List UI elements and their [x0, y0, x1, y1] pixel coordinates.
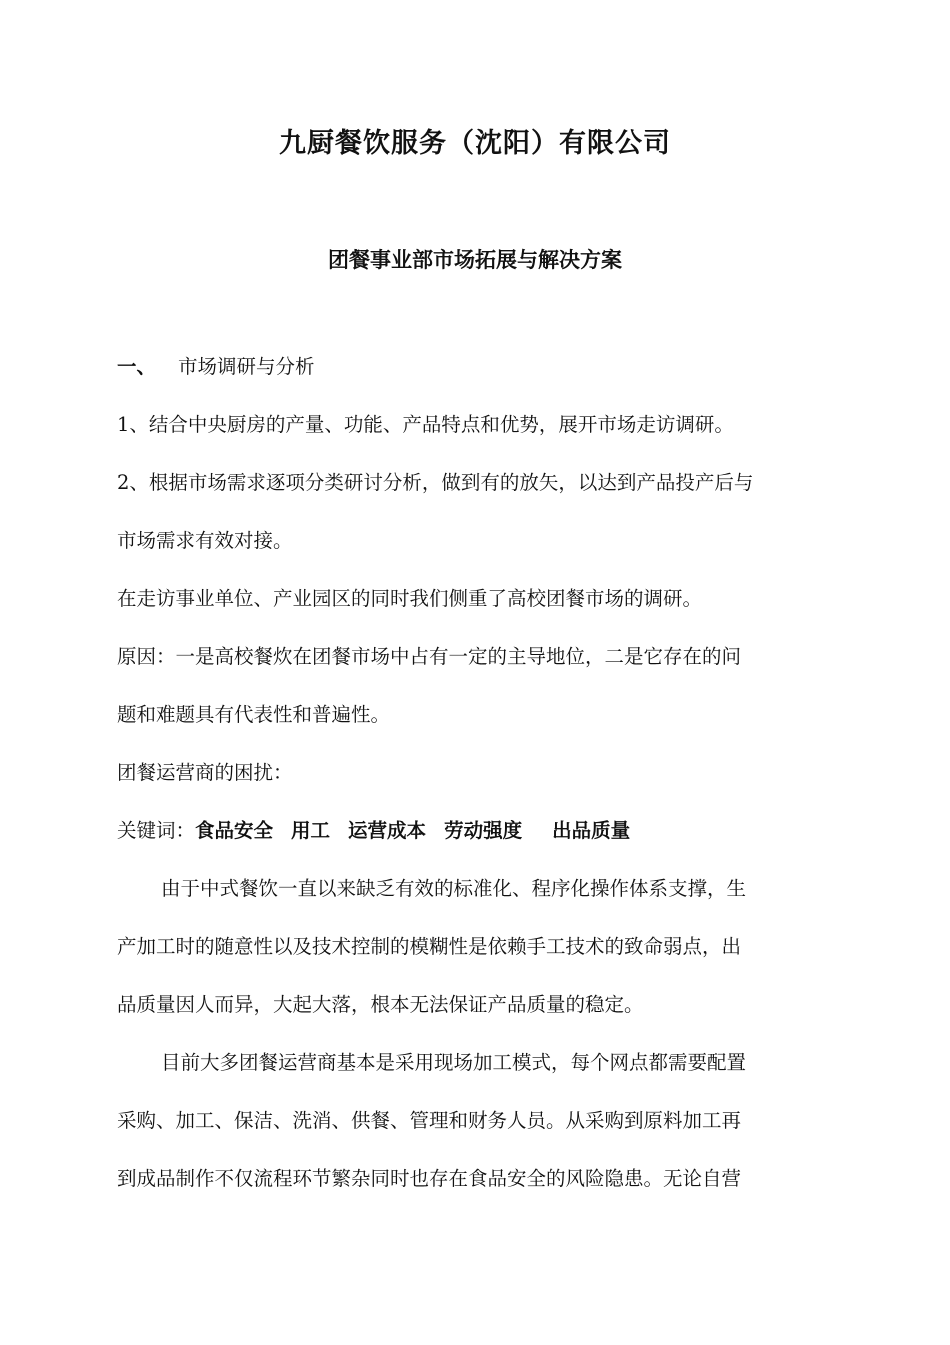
body-line-6: 题和难题具有代表性和普遍性。: [117, 703, 391, 726]
keywords-line: [117, 802, 840, 860]
keyword: 用工: [291, 819, 331, 842]
paragraph-1-line-2: 产加工时的随意性以及技术控制的模糊性是依赖手工技术的致命弱点，出: [117, 935, 742, 958]
body-line-1: 1、结合中央厨房的产量、功能、产品特点和优势，展开市场走访调研。: [117, 413, 734, 436]
body-line-5: 原因：一是高校餐炊在团餐市场中占有一定的主导地位，二是它存在的问: [117, 645, 742, 668]
keyword: 运营成本: [348, 819, 427, 842]
keyword: 出品质量: [552, 819, 631, 842]
section-heading: [117, 338, 840, 396]
body-line-2: 2、根据市场需求逐项分类研讨分析，做到有的放矢，以达到产品投产后与: [117, 471, 754, 494]
paragraph-1-line-3: 品质量因人而异，大起大落，根本无法保证产品质量的稳定。: [117, 993, 644, 1016]
document-subtitle: 团餐事业部市场拓展与解决方案: [328, 248, 622, 272]
keywords-label: 关键词：: [117, 819, 196, 842]
body-line-3: 市场需求有效对接。: [117, 529, 293, 552]
body-line-7: 团餐运营商的困扰：: [117, 761, 293, 784]
paragraph-2-line-1: 目前大多团餐运营商基本是采用现场加工模式，每个网点都需要配置: [161, 1051, 747, 1074]
paragraph-1-line-1: 由于中式餐饮一直以来缺乏有效的标准化、程序化操作体系支撑，生: [161, 877, 747, 900]
body-line-4: 在走访事业单位、产业园区的同时我们侧重了高校团餐市场的调研。: [117, 587, 703, 610]
paragraph-2-line-3: 到成品制作不仅流程环节繁杂同时也存在食品安全的风险隐患。无论自营: [117, 1167, 742, 1190]
keyword: 劳动强度: [444, 819, 523, 842]
document-title: 九厨餐饮服务（沈阳）有限公司: [279, 128, 671, 159]
section-heading-text: 市场调研与分析: [178, 355, 315, 378]
paragraph-2-line-2: 采购、加工、保洁、洗消、供餐、管理和财务人员。从采购到原料加工再: [117, 1109, 742, 1132]
document-body: [117, 338, 840, 1208]
section-number: 一、: [117, 355, 157, 378]
keyword: 食品安全: [195, 819, 274, 842]
